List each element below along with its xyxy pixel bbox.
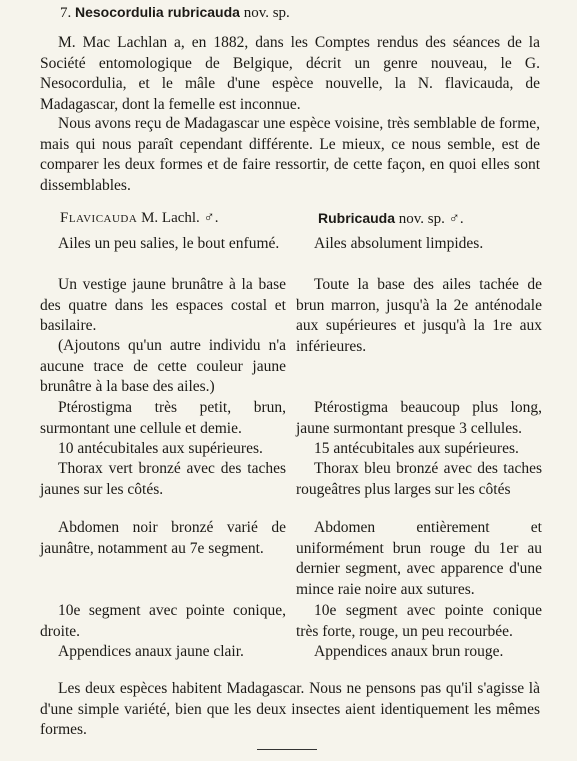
- left-wing-base: Un vestige jaune brunâtre à la base des quatre dans les espaces costal et basilaire.: [40, 276, 286, 334]
- right-wing-base: Toute la base des ailes tachée de brun marron, jusqu'à la 2e anténodale aux supérieures et jusqu'à la 1re aux inférieures.: [296, 276, 542, 355]
- left-segment: 10e segment avec pointe conique, droite.: [40, 602, 286, 640]
- right-wings: Ailes absolument limpides.: [314, 235, 484, 252]
- right-column-header: [318, 210, 464, 228]
- right-pterostigma: Ptérostigma beaucoup plus long, jaune surmontant presque 3 cellules.: [296, 399, 542, 437]
- right-abdomen: Abdomen entièrement et uniformément brun rouge du 1er au dernier segment, avec apparence d'une mince raie noire aux sutures.: [296, 519, 542, 598]
- left-wings: Ailes un peu salies, le bout enfumé.: [58, 235, 280, 252]
- right-species-name: Rubricauda: [318, 210, 396, 226]
- species-heading: [60, 4, 290, 22]
- right-appendages: Appendices anaux brun rouge.: [314, 643, 504, 660]
- left-thorax: Thorax vert bronzé avec des taches jaunes sur les côtés.: [40, 460, 286, 498]
- intro-paragraph: M. Mac Lachlan a, en 1882, dans les Comptes rendus des séances de la Société entomologique de Belgique, décrit un genre nouveau, le G. Nesocordulia, et le mâle d'une espèce nouvelle, la N. flavicauda, de Madagascar, dont la femelle est inconnue.: [40, 34, 540, 113]
- right-thorax: Thorax bleu bronzé avec des taches rougeâtres plus larges sur les côtés: [296, 460, 542, 498]
- left-column-header: [60, 210, 219, 227]
- left-abdomen: Abdomen noir bronzé varié de jaunâtre, notamment au 7e segment.: [40, 519, 286, 557]
- left-antecubitals: 10 antécubitales aux supérieures.: [58, 440, 263, 457]
- left-note: (Ajoutons qu'un autre individu n'a aucune trace de cette couleur jaune brunâtre à la base des ailes.): [40, 337, 286, 395]
- heading-number: 7.: [60, 5, 72, 21]
- left-species-author: M. Lachl. ♂.: [141, 210, 219, 226]
- right-segment: 10e segment avec pointe conique très forte, rouge, un peu recourbée.: [296, 602, 542, 640]
- closing-rule: [257, 749, 317, 750]
- left-species-name: Flavicauda: [60, 210, 138, 226]
- right-species-author: nov. sp. ♂.: [398, 211, 464, 227]
- second-paragraph: Nous avons reçu de Madagascar une espèce voisine, très semblable de forme, mais qui nous paraît cependant différente. Le mieux, ce nous semble, est de comparer les deux formes et de faire ressortir, de cette façon, en quoi elles sont dissemblables.: [40, 115, 540, 194]
- right-antecubitals: 15 antécubitales aux supérieures.: [314, 440, 519, 457]
- left-pterostigma: Ptérostigma très petit, brun, surmontant une cellule et demie.: [40, 399, 286, 437]
- heading-suffix: nov. sp.: [243, 5, 290, 21]
- final-paragraph: Les deux espèces habitent Madagascar. Nous ne pensons pas qu'il s'agisse là d'une simple variété, bien que les deux insectes aient identiquement les mêmes formes.: [40, 680, 540, 738]
- heading-title: Nesocordulia rubricauda: [75, 4, 240, 20]
- left-appendages: Appendices anaux jaune clair.: [58, 643, 244, 660]
